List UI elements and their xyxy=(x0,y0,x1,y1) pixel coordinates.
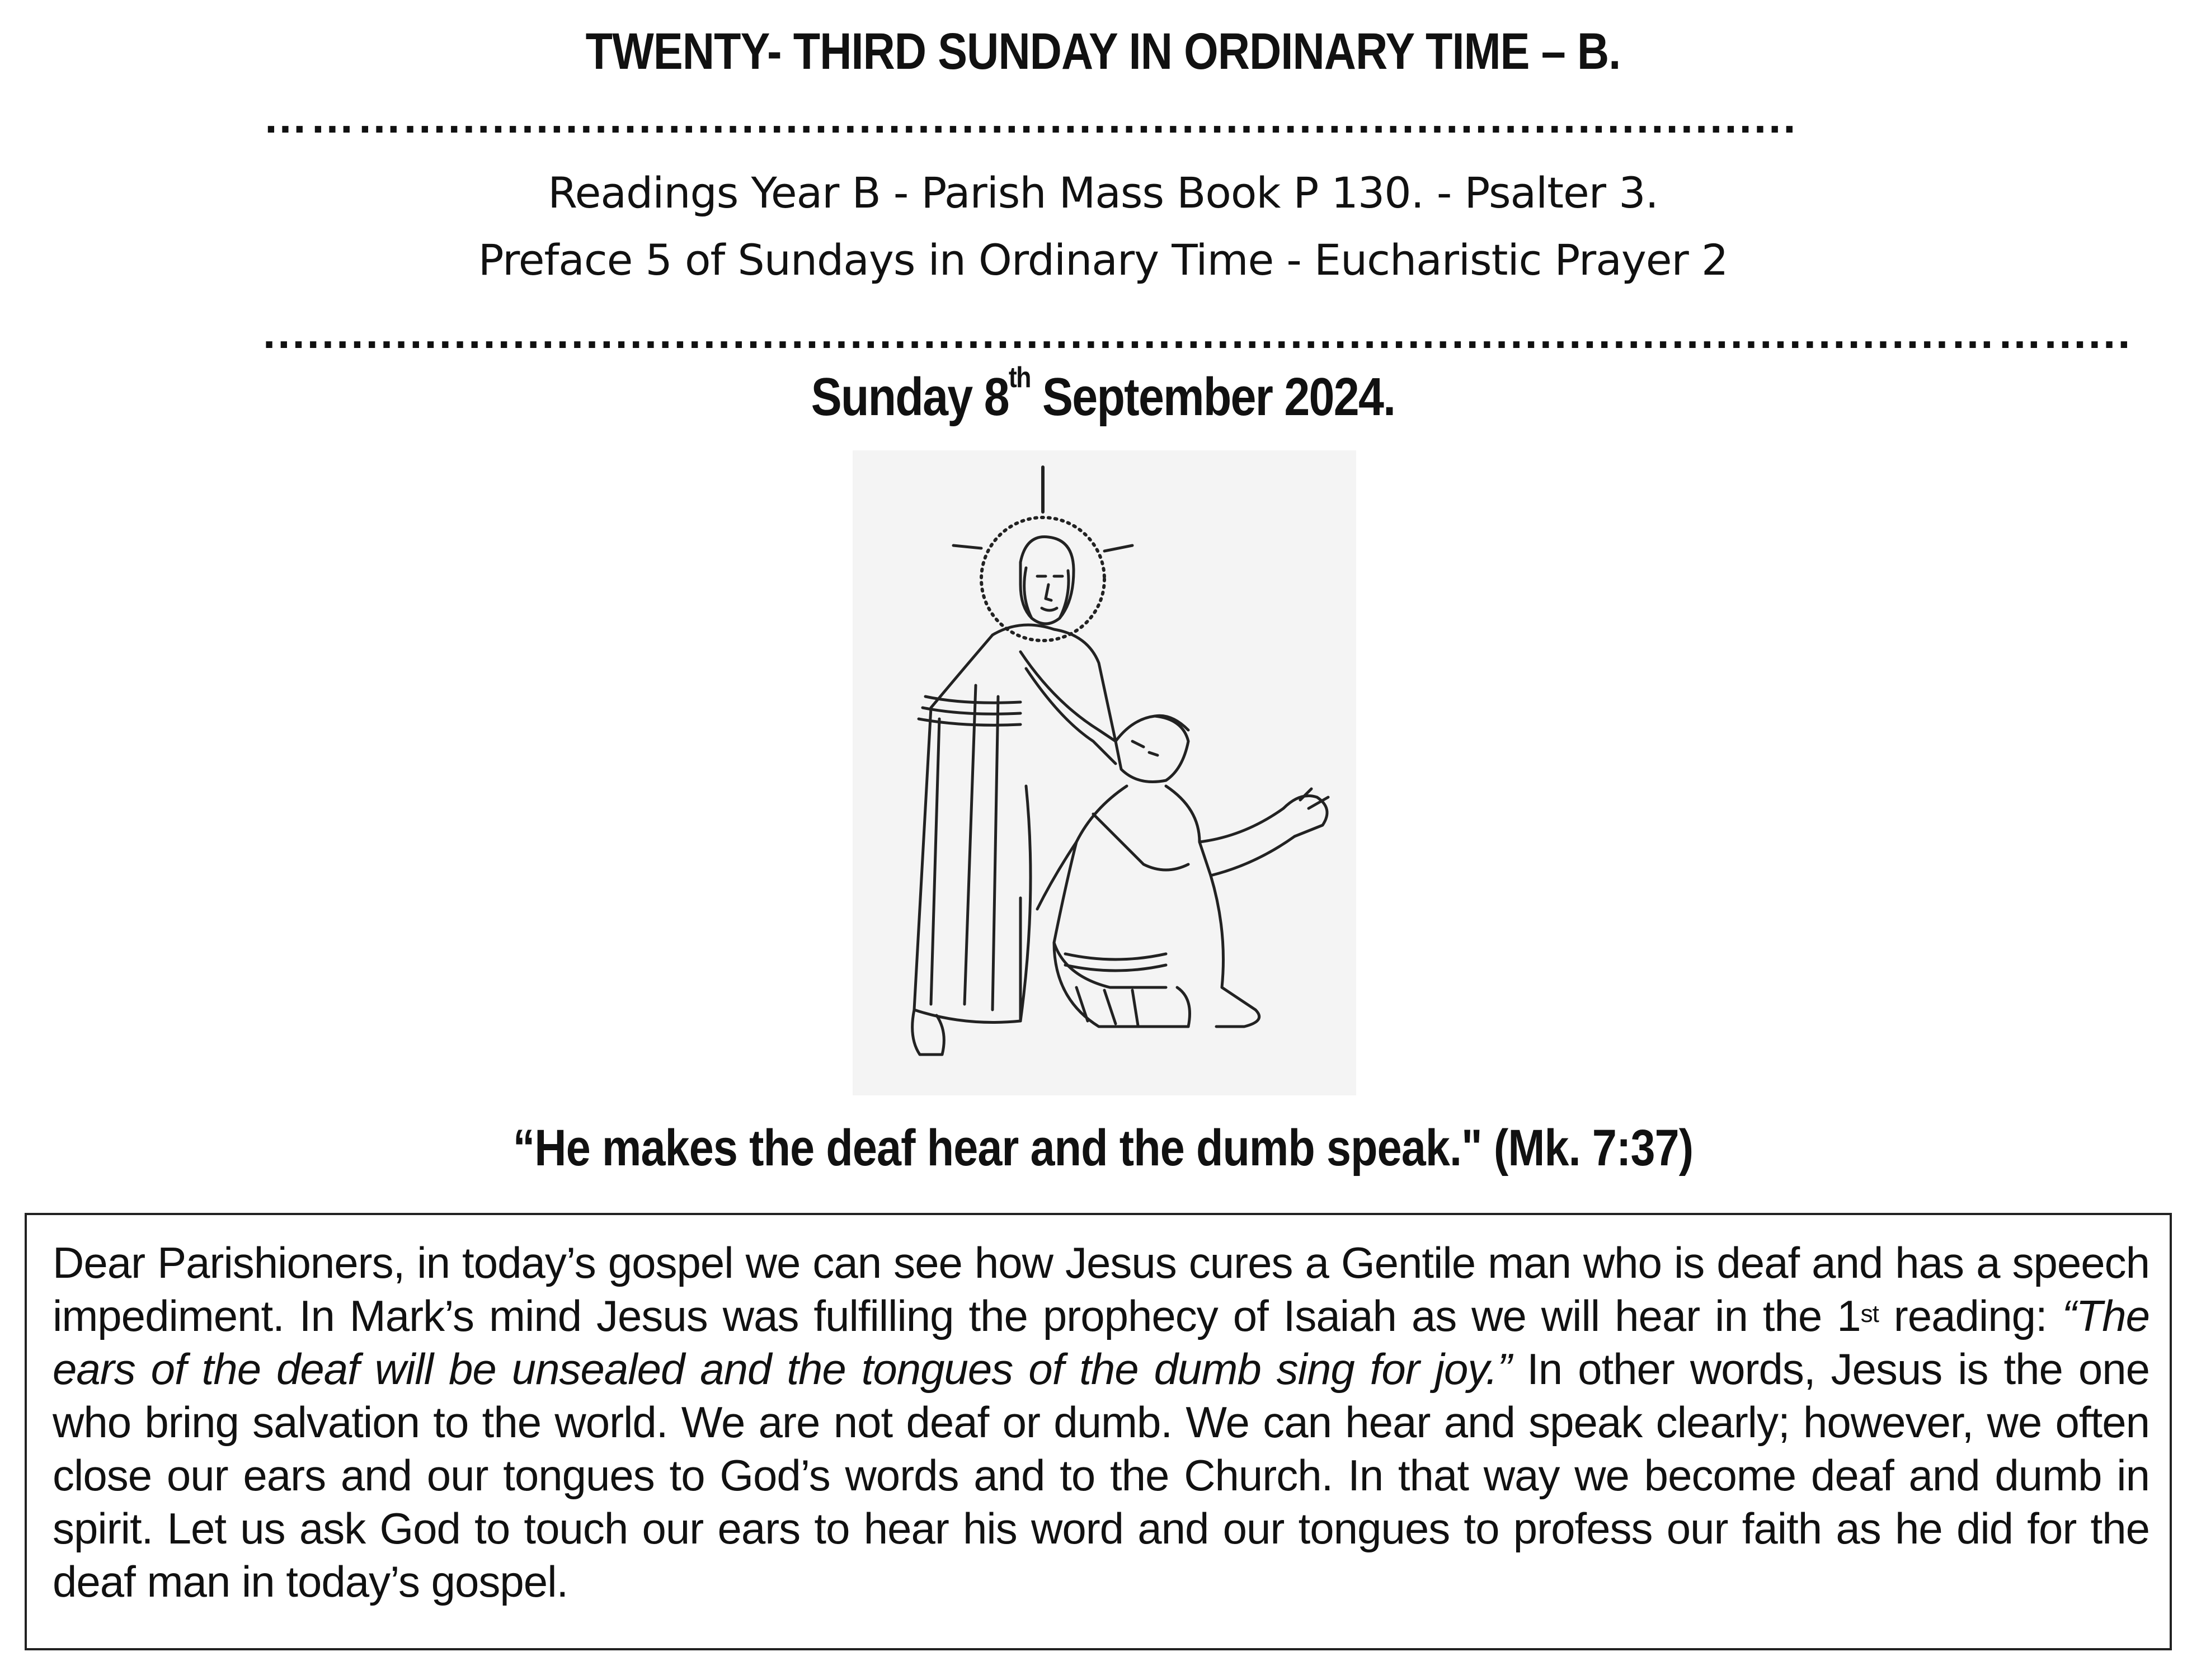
message-paragraph xyxy=(53,1236,2149,1608)
gospel-quote: “He makes the deaf hear and the dumb speak." (Mk. 7:37) xyxy=(512,1119,1694,1177)
dotted-divider-bottom: ...................................................................................................................……...... xyxy=(263,308,2133,357)
message-part1: Dear Parishioners, in today’s gospel we can see how Jesus cures a Gentile man who is deaf and has a speech impediment. In Mark’s mind Jesus was fulfilling the prophecy of Isaiah as we will hear in the 1 xyxy=(53,1238,2149,1340)
message-isaiah-quote: “The ears of the deaf will be unsealed and the tongues of the dumb sing for joy.” xyxy=(53,1291,2150,1394)
date-suffix: th xyxy=(1008,361,1031,394)
message-part2: reading: xyxy=(1878,1291,2062,1340)
preface-line: Preface 5 of Sundays in Ordinary Time - Eucharistic Prayer 2 xyxy=(478,235,1728,285)
date-pre: Sunday 8 xyxy=(811,367,1009,427)
date-post: September 2024. xyxy=(1030,367,1395,427)
message-part3: In other words, Jesus is the one who bring salvation to the world. We are not deaf or dumb. We can hear and speak clearly; however, we often close our ears and our tongues to God’s words and to the Church. In that way we become deaf and dumb in spirit. Let us ask God to touch our ears to hear his word and our tongues to profess our faith as he did for the deaf man in today’s gospel. xyxy=(53,1344,2149,1606)
jesus-healing-illustration xyxy=(853,450,1356,1095)
page-title: TWENTY- THIRD SUNDAY IN ORDINARY TIME – B. xyxy=(585,23,1621,80)
message-box xyxy=(25,1213,2172,1650)
message-ordinal: st xyxy=(1860,1300,1879,1328)
jesus-healing-deaf-man-drawing xyxy=(853,450,1356,1095)
readings-line: Readings Year B - Parish Mass Book P 130. - Psalter 3. xyxy=(548,168,1658,218)
date-heading xyxy=(154,361,2052,428)
dotted-divider-top: ………............................................................................................... xyxy=(263,92,1798,142)
